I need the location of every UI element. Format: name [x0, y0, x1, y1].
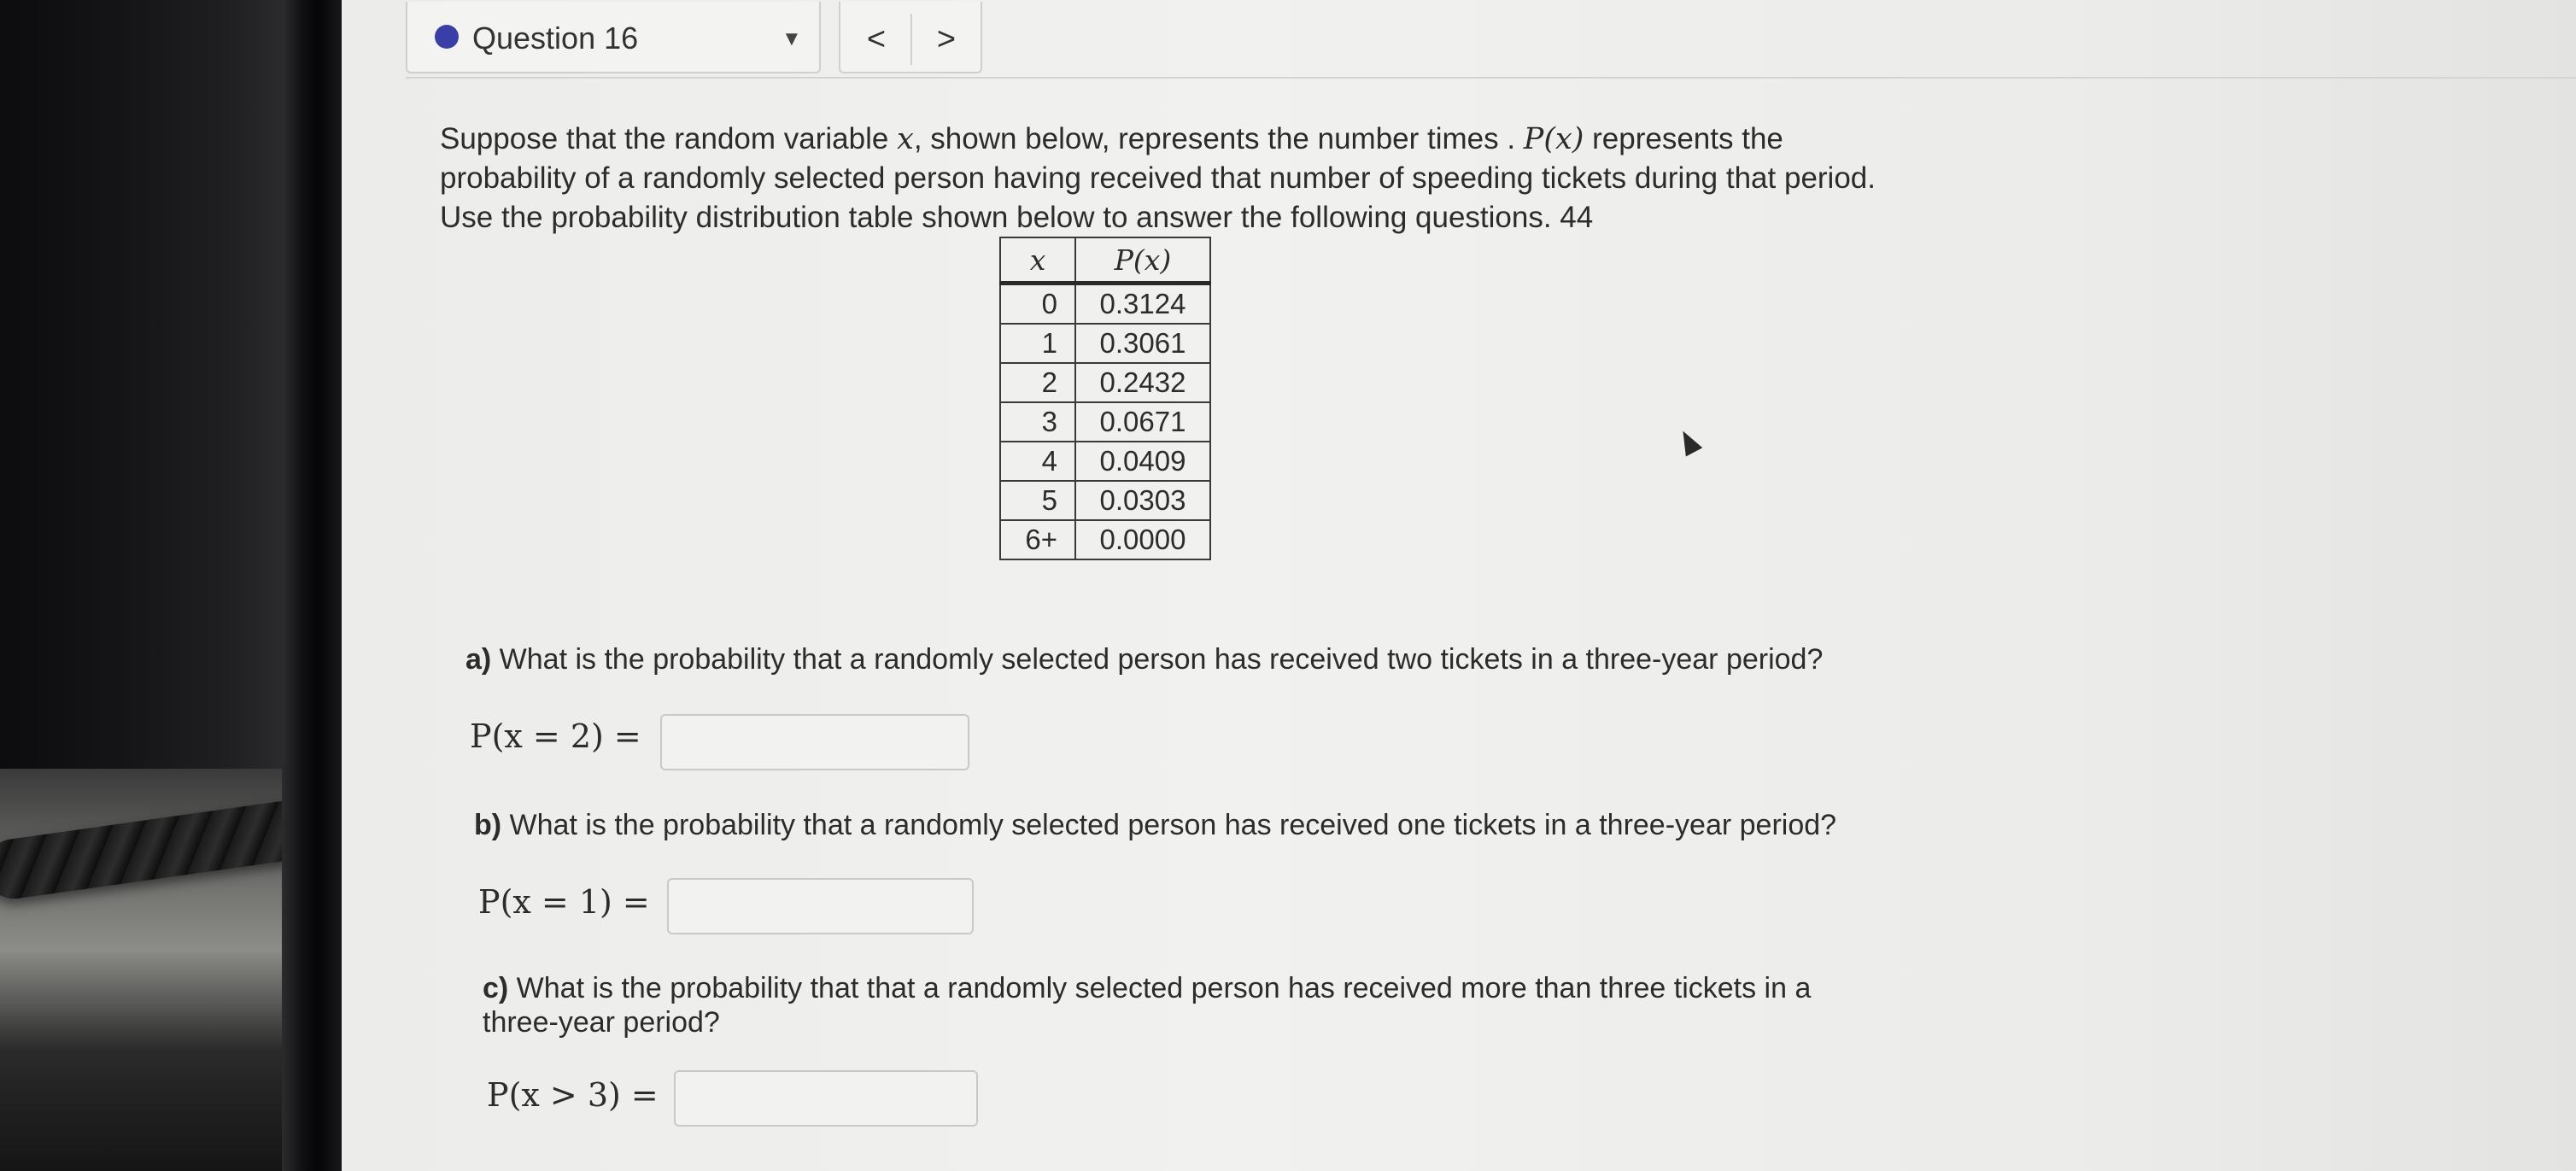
table-row	[1000, 481, 1210, 520]
cell-p: 0.0303	[1075, 481, 1210, 520]
column-header-x: x	[1000, 237, 1075, 284]
part-b-equation: P(x = 1) =	[478, 883, 650, 921]
answer-input-c[interactable]	[674, 1070, 978, 1127]
cell-p: 0.0409	[1075, 442, 1210, 481]
cell-x: 1	[1000, 324, 1075, 363]
part-a-letter: a)	[465, 643, 492, 676]
part-c-text: What is the probability that that a randomly selected person has received more than three tickets in a three-year period?	[483, 972, 1812, 1039]
cell-x: 0	[1000, 284, 1075, 325]
cell-p: 0.3124	[1075, 284, 1210, 325]
part-c-question	[483, 971, 1883, 1039]
cell-p: 0.0000	[1075, 520, 1210, 559]
table-row	[1000, 520, 1210, 559]
table-row	[1000, 442, 1210, 481]
part-a-text: What is the probability that a randomly selected person has received two tickets in a three-year period?	[491, 643, 1824, 676]
part-b-letter: b)	[474, 809, 502, 841]
table-row	[1000, 363, 1210, 402]
cell-x: 5	[1000, 481, 1075, 520]
cell-x: 3	[1000, 402, 1075, 442]
part-a-equation: P(x = 2) =	[470, 717, 641, 755]
prompt-text-1: Suppose that the random variable	[440, 122, 898, 155]
table-row	[1000, 324, 1210, 363]
table-header-row	[1000, 237, 1210, 284]
part-c-letter: c)	[483, 972, 509, 1004]
part-a-question	[465, 642, 1917, 676]
table-row	[1000, 402, 1210, 442]
part-c-equation: P(x > 3) =	[487, 1076, 659, 1114]
status-dot-icon	[435, 25, 459, 49]
cell-x: 2	[1000, 363, 1075, 402]
column-header-px: P(x)	[1075, 237, 1210, 284]
part-b-question	[474, 808, 1926, 842]
previous-question-button[interactable]: <	[842, 14, 912, 65]
next-question-button[interactable]: >	[936, 21, 957, 57]
cell-p: 0.3061	[1075, 324, 1210, 363]
header-divider	[406, 77, 2576, 79]
question-pager	[839, 2, 982, 73]
cell-x: 6+	[1000, 520, 1075, 559]
answer-input-b[interactable]	[667, 878, 974, 934]
question-prompt	[440, 120, 1900, 237]
answer-input-a[interactable]	[660, 714, 969, 770]
part-b-text: What is the probability that a randomly selected person has received one tickets in a three-year period?	[501, 809, 1837, 841]
cell-p: 0.0671	[1075, 402, 1210, 442]
question-label: Question 16	[472, 20, 639, 56]
probability-symbol: P(x)	[1523, 122, 1584, 156]
prompt-text-2: , shown below, represents the number times .	[913, 122, 1524, 155]
cell-p: 0.2432	[1075, 363, 1210, 402]
prompt-text-3: represents the probability of a randomly selected person having received that number of speeding tickets during that period. Use the probability distribution table shown below to answer the following questions. 44	[440, 122, 1876, 234]
variable-x: x	[897, 122, 914, 156]
monitor-edge	[282, 0, 342, 1171]
cell-x: 4	[1000, 442, 1075, 481]
probability-table	[999, 237, 1211, 560]
table-row	[1000, 284, 1210, 325]
question-selector[interactable]	[406, 2, 821, 73]
chevron-down-icon[interactable]: ▼	[782, 27, 802, 50]
